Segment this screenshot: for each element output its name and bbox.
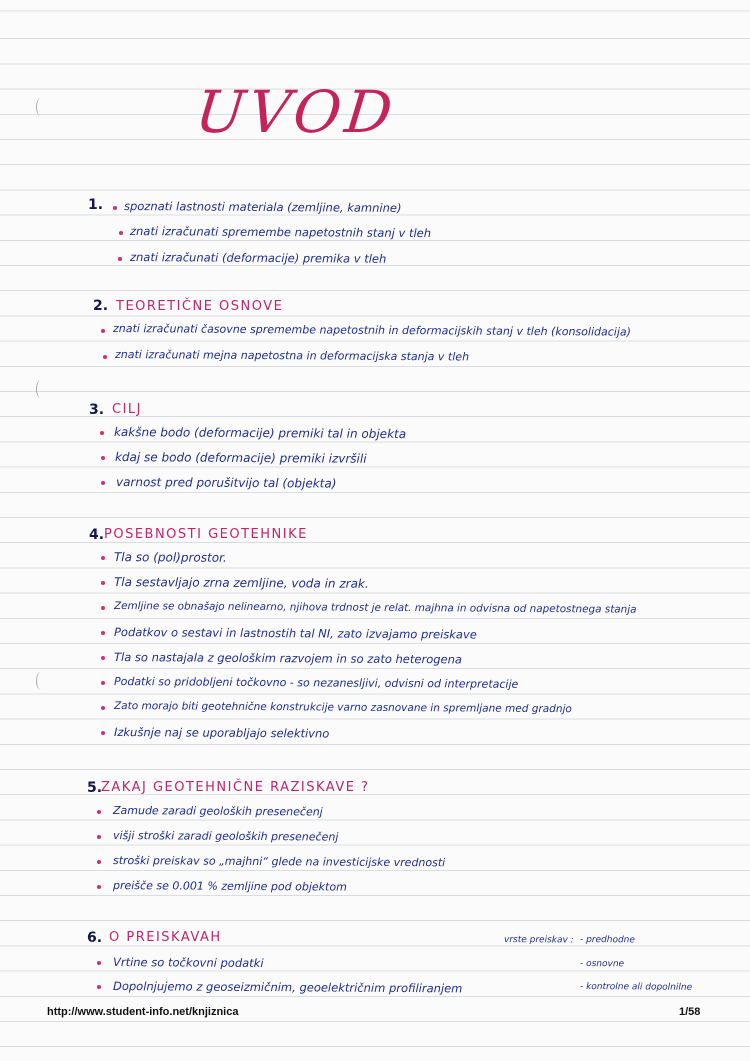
section-number: 1. <box>88 197 104 213</box>
list-item: Zato morajo biti geotehnične konstrukcije varno zasnovane in spremljane med gradnjo <box>113 700 572 716</box>
bullet-icon <box>97 810 101 814</box>
page-number: 1/58 <box>679 1006 701 1018</box>
section-number: 4. <box>89 527 105 543</box>
bullet-icon <box>101 706 105 710</box>
bullet-icon <box>97 835 101 839</box>
bullet-icon <box>101 606 105 610</box>
binder-hole-mark <box>36 380 46 398</box>
list-item: varnost pred porušitvijo tal (objekta) <box>115 475 337 491</box>
list-item: znati izračunati časovne spremembe napetostnih in deformacijskih stanj v tleh (konsolidacija) <box>112 322 631 339</box>
bullet-icon <box>101 456 105 460</box>
bullet-icon <box>101 656 105 660</box>
bullet-icon <box>101 329 105 333</box>
list-item: spoznati lastnosti materiala (zemljine, kamnine) <box>123 199 402 215</box>
section-heading: CILJ <box>112 402 142 417</box>
section-number: 3. <box>89 402 105 418</box>
bullet-icon <box>101 581 105 585</box>
binder-hole-mark <box>36 98 46 116</box>
list-item: Tla sestavljajo zrna zemljine, voda in zrak. <box>113 575 369 591</box>
bullet-icon <box>119 231 123 235</box>
list-item: znati izračunati (deformacije) premika v tleh <box>129 250 387 266</box>
side-note-label: vrste preiskav : <box>503 935 574 946</box>
section-number: 6. <box>87 930 103 946</box>
list-item: stroški preiskav so „majhni“ glede na investicijske vrednosti <box>112 854 446 870</box>
bullet-icon <box>101 631 105 635</box>
bullet-icon <box>97 961 101 965</box>
list-item: kdaj se bodo (deformacije) premiki izvršili <box>114 450 367 466</box>
list-item: kakšne bodo (deformacije) premiki tal in objekta <box>113 425 407 442</box>
section-heading: O PREISKAVAH <box>109 930 222 945</box>
bullet-icon <box>101 556 105 560</box>
list-item: Podatki so pridobljeni točkovno - so nezanesljivi, odvisni od interpretacije <box>113 675 519 691</box>
footer-url: http://www.student-info.net/knjiznica <box>47 1006 239 1018</box>
bullet-icon <box>97 885 101 889</box>
list-item: znati izračunati spremembe napetostnih stanj v tleh <box>129 224 432 241</box>
bullet-icon <box>100 431 104 435</box>
list-item: Tla so (pol)prostor. <box>113 550 227 565</box>
list-item: Zamude zaradi geoloških presenečenj <box>112 804 323 819</box>
side-note-item: - predhodne <box>579 935 635 946</box>
list-item: Podatkov o sestavi in lastnostih tal NI, zato izvajamo preiskave <box>113 625 477 642</box>
list-item: preišče se 0.001 % zemljine pod objektom <box>112 879 347 894</box>
bullet-icon <box>101 731 105 735</box>
list-item: znati izračunati mejna napetostna in deformacijska stanja v tleh <box>114 348 470 364</box>
list-item: Izkušnje naj se uporabljajo selektivno <box>113 725 330 741</box>
bullet-icon <box>113 206 117 210</box>
section-number: 5. <box>87 780 103 796</box>
page-title: UVOD <box>192 78 400 146</box>
section-heading: POSEBNOSTI GEOTEHNIKE <box>104 527 308 542</box>
list-item: Tla so nastajala z geološkim razvojem in so zato heterogena <box>113 650 463 667</box>
list-item: Dopolnjujemo z geoseizmičnim, geoelektričnim profiliranjem <box>112 979 463 996</box>
side-note-item: - kontrolne ali dopolnilne <box>579 982 693 993</box>
side-note-item: - osnovne <box>579 959 625 970</box>
section-heading: TEORETIČNE OSNOVE <box>116 299 284 314</box>
list-item: Vrtine so točkovni podatki <box>112 955 264 971</box>
list-item: Zemljine se obnašajo nelinearno, njihova trdnost je relat. majhna in odvisna od napetostnega stanja <box>113 600 637 616</box>
section-heading: ZAKAJ GEOTEHNIČNE RAZISKAVE ? <box>101 780 370 795</box>
section-number: 2. <box>93 298 109 314</box>
bullet-icon <box>103 355 107 359</box>
bullet-icon <box>101 481 105 485</box>
bullet-icon <box>97 985 101 989</box>
bullet-icon <box>118 257 122 261</box>
binder-hole-mark <box>36 672 46 690</box>
bullet-icon <box>97 860 101 864</box>
list-item: višji stroški zaradi geoloških presenečenj <box>112 829 339 844</box>
bullet-icon <box>101 681 105 685</box>
